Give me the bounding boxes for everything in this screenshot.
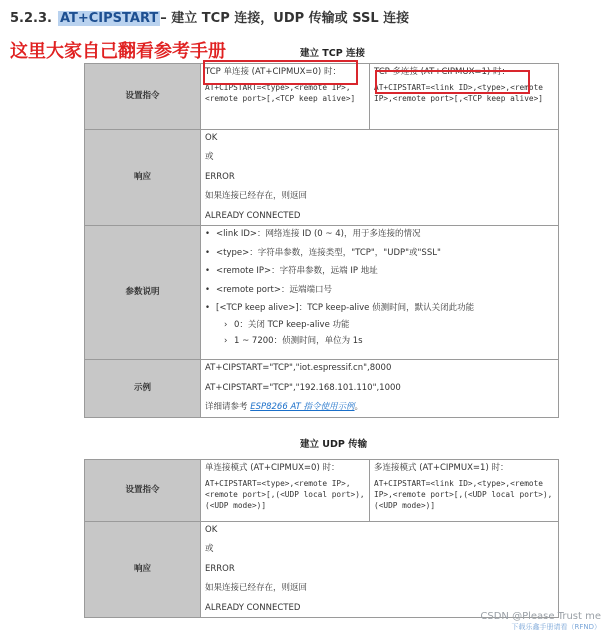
command-highlight: AT+CIPSTART bbox=[59, 11, 159, 26]
tcp-row-params bbox=[85, 226, 559, 360]
udp-response-cell bbox=[201, 522, 559, 618]
tcp-params-cell bbox=[201, 226, 559, 360]
udp-table bbox=[84, 459, 559, 618]
red-highlight-box-single bbox=[203, 60, 358, 85]
red-highlight-box-multi bbox=[375, 70, 530, 94]
response-line: ERROR bbox=[205, 171, 235, 182]
reference-suffix: 。 bbox=[354, 402, 364, 413]
response-line: 或 bbox=[205, 544, 214, 555]
tcp-multi-command: AT+CIPSTART=<link ID>,<type>,<remote IP>,<remote port>[,<TCP keep alive>] bbox=[374, 83, 543, 103]
param-item: • <remote port>：远端端口号 bbox=[205, 285, 554, 296]
udp-setting-label: 设置指令 bbox=[85, 460, 201, 522]
param-item: • <type>：字符串参数，连接类型，"TCP"，"UDP"或"SSL" bbox=[205, 248, 554, 259]
response-line: ALREADY CONNECTED bbox=[205, 210, 301, 221]
tcp-params-label: 参数说明 bbox=[85, 226, 201, 360]
param-sub-list bbox=[224, 320, 554, 348]
tcp-row-response bbox=[85, 130, 559, 226]
response-line: 如果连接已经存在，则返回 bbox=[205, 583, 308, 594]
section-heading bbox=[10, 7, 409, 26]
example-reference bbox=[205, 402, 554, 413]
watermark-sub: 下载乐鑫手册请看（RFND） bbox=[511, 623, 601, 631]
response-line: 或 bbox=[205, 152, 214, 163]
udp-multi-command: AT+CIPSTART=<link ID>,<type>,<remote IP>,<remote port>[,(<UDP local port>),(<UDP mode>)] bbox=[374, 479, 553, 510]
reference-link[interactable]: ESP8266 AT 指令使用示例 bbox=[250, 402, 355, 413]
response-line: OK bbox=[205, 133, 218, 143]
example-line: AT+CIPSTART="TCP","192.168.101.110",1000 bbox=[205, 382, 401, 393]
response-line: 如果连接已经存在，则返回 bbox=[205, 191, 308, 202]
param-sub-item: › 0：关闭 TCP keep-alive 功能 bbox=[224, 320, 554, 331]
tcp-single-command: AT+CIPSTART=<type>,<remote IP>,<remote port>[,<TCP keep alive>] bbox=[205, 83, 356, 103]
udp-response-label: 响应 bbox=[85, 522, 201, 618]
tcp-table bbox=[84, 63, 559, 418]
watermark-main: CSDN @Please Trust me bbox=[480, 611, 601, 622]
tcp-single-title: TCP 单连接 (AT+CIPMUX=0) 时： bbox=[205, 67, 341, 77]
reference-prefix: 详细请参考 bbox=[205, 402, 248, 413]
param-item: • <remote IP>：字符串参数，远端 IP 地址 bbox=[205, 266, 554, 277]
udp-table-caption: 建立 UDP 传输 bbox=[300, 439, 368, 450]
udp-single-command: AT+CIPSTART=<type>,<remote IP>,<remote port>[,(<UDP local port>),(<UDP mode>)] bbox=[205, 479, 365, 510]
udp-multi-cell bbox=[370, 460, 559, 522]
tcp-response-cell bbox=[201, 130, 559, 226]
tcp-response-label: 响应 bbox=[85, 130, 201, 226]
param-item-keepalive bbox=[205, 303, 554, 347]
param-list bbox=[205, 229, 554, 347]
section-title: – 建立 TCP 连接，UDP 传输或 SSL 连接 bbox=[160, 11, 410, 26]
param-sub-item: › 1 ~ 7200：侦测时间，单位为 1s bbox=[224, 336, 554, 347]
param-item: • <link ID>：网络连接 ID (0 ~ 4)，用于多连接的情况 bbox=[205, 229, 554, 240]
response-line: ALREADY CONNECTED bbox=[205, 602, 301, 613]
udp-row-setting bbox=[85, 460, 559, 522]
tcp-table-caption: 建立 TCP 连接 bbox=[300, 48, 366, 59]
response-line: OK bbox=[205, 525, 218, 535]
udp-single-cell bbox=[201, 460, 370, 522]
tcp-example-label: 示例 bbox=[85, 360, 201, 418]
csdn-watermark bbox=[480, 611, 601, 632]
response-line: ERROR bbox=[205, 563, 235, 574]
udp-single-title: 单连接模式 (AT+CIPMUX=0) 时： bbox=[205, 463, 340, 473]
tcp-row-example bbox=[85, 360, 559, 418]
example-line: AT+CIPSTART="TCP","iot.espressif.cn",8000 bbox=[205, 363, 392, 374]
tcp-example-cell bbox=[201, 360, 559, 418]
section-number: 5.2.3. bbox=[10, 11, 52, 26]
tcp-setting-label: 设置指令 bbox=[85, 64, 201, 130]
udp-row-response bbox=[85, 522, 559, 618]
udp-multi-title: 多连接模式 (AT+CIPMUX=1) 时： bbox=[374, 463, 509, 473]
tcp-multi-title: TCP 多连接 (AT+CIPMUX=1) 时： bbox=[374, 67, 510, 77]
red-annotation: 这里大家自己翻看参考手册 bbox=[10, 41, 226, 62]
param-item-text: [<TCP keep alive>]：TCP keep-alive 侦测时间，默认关闭此功能 bbox=[216, 303, 475, 314]
